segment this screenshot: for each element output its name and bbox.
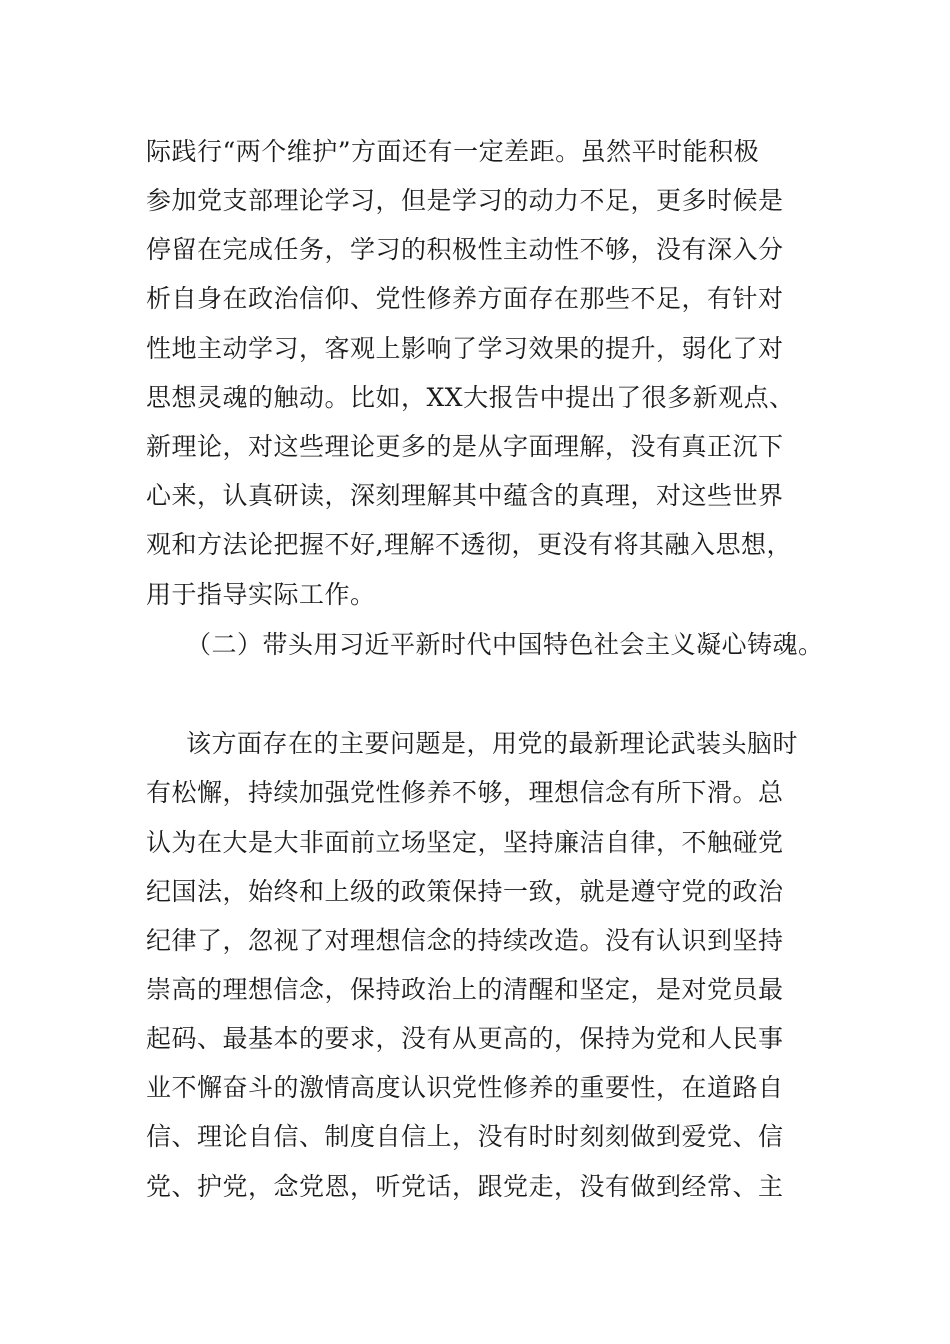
paragraph-1-line-6: 思想灵魂的触动。比如，XX大报告中提出了很多新观点、 [146, 383, 795, 412]
paragraph-2-line-6: 崇高的理想信念，保持政治上的清醒和坚定，是对党员最 [146, 975, 784, 1004]
paragraph-1-line-3: 停留在完成任务，学习的积极性主动性不够，没有深入分 [146, 235, 784, 264]
paragraph-2-line-9: 信、理论自信、制度自信上，没有时时刻刻做到爱党、信 [146, 1122, 784, 1151]
paragraph-1-line-9: 观和方法论把握不好,理解不透彻，更没有将其融入思想， [146, 530, 792, 559]
paragraph-1-line-7: 新理论，对这些理论更多的是从字面理解，没有真正沉下 [146, 432, 784, 461]
paragraph-2-line-4: 纪国法，始终和上级的政策保持一致，就是遵守党的政治 [146, 877, 784, 906]
paragraph-2-line-1: 该方面存在的主要问题是，用党的最新理论武装头脑时 [186, 729, 799, 758]
paragraph-2-line-7: 起码、最基本的要求，没有从更高的，保持为党和人民事 [146, 1024, 784, 1053]
paragraph-1-line-5: 性地主动学习，客观上影响了学习效果的提升，弱化了对 [146, 334, 784, 363]
paragraph-1-line-10: 用于指导实际工作。 [146, 580, 376, 609]
paragraph-2-line-10: 党、护党，念党恩，听党话，跟党走，没有做到经常、主 [146, 1172, 784, 1201]
paragraph-2-line-8: 业不懈奋斗的激情高度认识党性修养的重要性，在道路自 [146, 1073, 784, 1102]
paragraph-1-line-8: 心来，认真研读，深刻理解其中蕴含的真理，对这些世界 [146, 481, 784, 510]
paragraph-1-line-1: 际践行“两个维护”方面还有一定差距。虽然平时能积极 [146, 137, 760, 166]
paragraph-1-line-2: 参加党支部理论学习，但是学习的动力不足，更多时候是 [146, 186, 784, 215]
paragraph-2-line-5: 纪律了，忽视了对理想信念的持续改造。没有认识到坚持 [146, 926, 784, 955]
section-heading: （二）带头用习近平新时代中国特色社会主义凝心铸魂。 [186, 630, 824, 659]
paragraph-1-line-4: 析自身在政治信仰、党性修养方面存在那些不足，有针对 [146, 284, 784, 313]
paragraph-2-line-3: 认为在大是大非面前立场坚定，坚持廉洁自律，不触碰党 [146, 828, 784, 857]
paragraph-2-line-2: 有松懈，持续加强党性修养不够，理想信念有所下滑。总 [146, 778, 784, 807]
